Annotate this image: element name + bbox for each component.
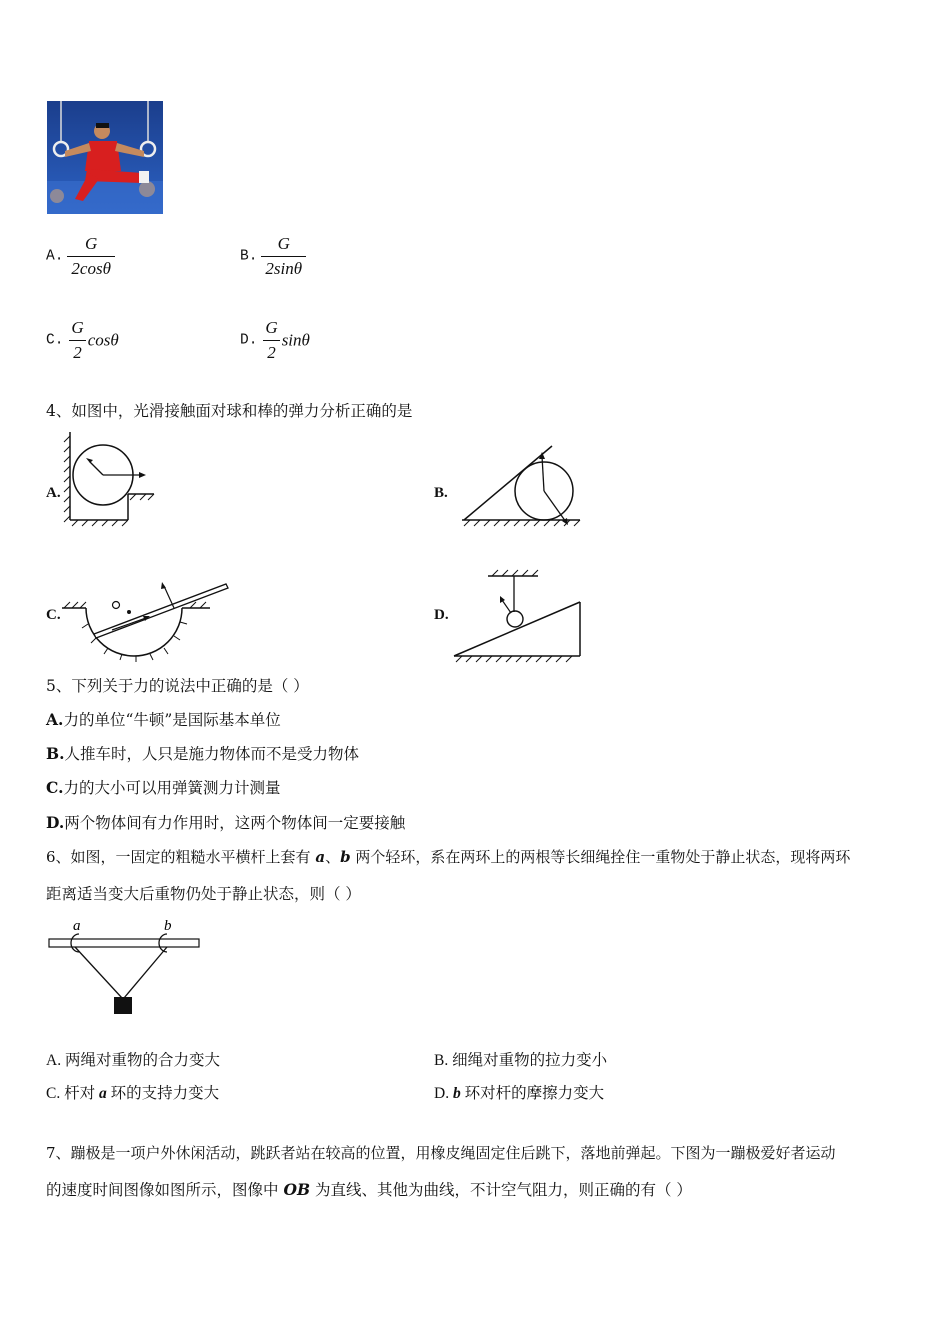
q4-stem: 4、如图中，光滑接触面对球和棒的弹力分析正确的是 [46,402,413,420]
q6-stem-line2: 距离适当变大后重物仍处于静止状态，则（ ） [46,885,361,903]
option-letter: A. [46,710,64,729]
numerator: G [85,234,98,253]
option-text: 力的单位“牛顿”是国际基本单位 [63,711,281,729]
q4-label-b[interactable]: B. [434,485,448,501]
q4-label-a[interactable]: A. [46,485,61,501]
stem-text: 两个轻环，系在两环上的两根等长细绳拴住一重物处于静止状态，现将两环 [350,848,851,866]
q4-figure-b [458,444,586,530]
option-text: 两个物体间有力作用时，这两个物体间一定要接触 [64,814,406,832]
numerator: G [71,318,84,337]
q3-option-d[interactable] [240,318,310,363]
fraction [261,318,281,363]
ring-b-label: b [164,918,172,934]
option-letter: C. [46,778,64,797]
stem-text: 6、如图，一固定的粗糙水平横杆上套有 [46,848,316,866]
option-text: 环的支持力变大 [106,1085,220,1102]
denominator: 2cosθ [67,256,115,279]
var-b: b [340,848,351,866]
option-label: C. [46,332,64,349]
numerator: G [265,318,278,337]
gymnast-rings-photo [47,101,163,214]
trig-term: sinθ [281,330,310,350]
q4-figure-a [62,432,158,530]
q3-option-c[interactable] [46,318,119,363]
denominator: 2sinθ [261,256,306,279]
q6-stem-line1 [46,847,850,867]
var-a: a [98,1085,107,1102]
q5-option-b[interactable] [46,744,359,764]
q4-figure-d [450,570,584,662]
option-text: D. [434,1085,453,1102]
option-letter: B. [46,744,65,763]
var-ob: OB [283,1180,311,1199]
fraction [261,234,306,279]
denominator: 2 [263,340,280,363]
q4-label-d[interactable]: D. [434,607,449,623]
option-text: 力的大小可以用弹簧测力计测量 [63,779,281,797]
q7-stem-line1: 7、蹦极是一项户外休闲活动，跳跃者站在较高的位置，用橡皮绳固定住后跳下，落地前弹起。下图为一蹦极爱好者运动 [46,1144,836,1162]
ring-a-label: a [73,918,81,934]
q4-label-c[interactable]: C. [46,607,61,623]
var-a: a [315,848,326,866]
trig-term: cosθ [87,330,119,350]
q7-stem-line2 [46,1180,692,1200]
option-text: 人推车时，人只是施力物体而不是受力物体 [64,745,360,763]
option-text: C. 杆对 [46,1085,99,1102]
q6-option-c[interactable] [46,1084,219,1104]
q5-option-d[interactable] [46,813,405,833]
q5-option-c[interactable] [46,778,280,798]
q5-stem: 5、下列关于力的说法中正确的是（ ） [46,677,309,695]
var-b: b [452,1085,461,1102]
q3-option-a[interactable] [46,234,115,279]
option-label: B. [240,248,258,265]
separator: 、 [325,848,341,866]
fraction [67,234,115,279]
denominator: 2 [69,340,86,363]
option-label: D. [240,332,258,349]
numerator: G [277,234,290,253]
fraction [67,318,87,363]
q3-option-b[interactable] [240,234,306,279]
q6-option-d[interactable] [434,1084,604,1104]
stem-text: 为直线、其他为曲线，不计空气阻力，则正确的有（ ） [310,1181,692,1199]
q4-figure-c [60,578,232,662]
option-text: 环对杆的摩擦力变大 [460,1085,605,1102]
q6-option-b[interactable]: B. 细绳对重物的拉力变小 [434,1052,608,1069]
q6-figure [46,916,202,1016]
option-label: A. [46,248,64,265]
q6-option-a[interactable]: A. 两绳对重物的合力变大 [46,1052,220,1069]
option-letter: D. [46,813,65,832]
q5-option-a[interactable] [46,710,281,730]
stem-text: 的速度时间图像如图所示，图像中 [46,1181,284,1199]
